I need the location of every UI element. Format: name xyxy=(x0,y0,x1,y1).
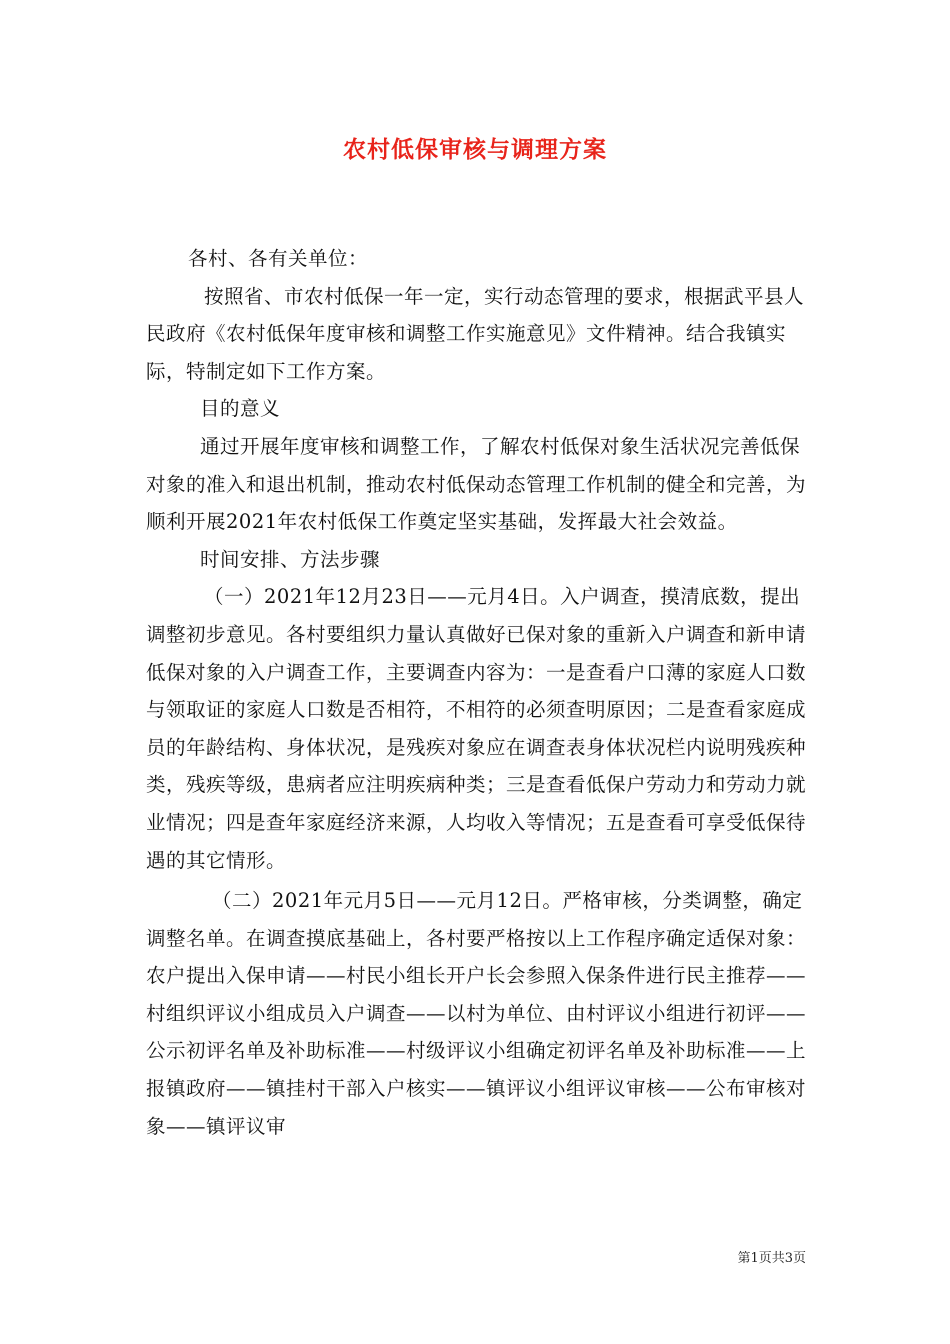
document-title: 农村低保审核与调理方案 xyxy=(343,136,607,163)
section-heading-purpose: 目的意义 xyxy=(200,397,281,421)
paragraph-purpose: 通过开展年度审核和调整工作，了解农村低保对象生活状况完善低保对象的准入和退出机制，推动农村低保动态管理工作机制的健全和完善，为顺利开展2021年农村低保工作奠定坚实基础，发挥最大社会效益。 xyxy=(146,434,807,534)
paragraph-step-2: （二）2021年元月5日——元月12日。严格审核，分类调整，确定调整名单。在调查摸底基础上，各村要严格按以上工作程序确定适保对象：农户提出入保申请——村民小组长开户长会参照入保条件进行民主推荐——村组织评议小组成员入户调查——以村为单位、由村评议小组进行初评——公示初评名单及补助标准——村级评议小组确定初评名单及补助标准——上报镇政府——镇挂村干部入户核实——镇评议小组评议审核——公布审核对象——镇评议审 xyxy=(146,889,807,1138)
paragraph-step-1: （一）2021年12月23日——元月4日。入户调查，摸清底数，提出调整初步意见。各村要组织力量认真做好已保对象的重新入户调查和新申请低保对象的入户调查工作，主要调查内容为：一是查看户口薄的家庭人口数与领取证的家庭人口数是否相符，不相符的必须查明原因；二是查看家庭成员的年龄结构、身体状况，是残疾对象应在调查表身体状况栏内说明残疾种类，残疾等级，患病者应注明疾病种类；三是查看低保户劳动力和劳动力就业情况；四是查年家庭经济来源，人均收入等情况；五是查看可享受低保待遇的其它情形。 xyxy=(146,585,807,872)
document-body xyxy=(146,240,806,1145)
page-number: 第1页共3页 xyxy=(737,1251,806,1266)
section-heading-schedule: 时间安排、方法步骤 xyxy=(200,547,381,571)
paragraph-intro: 按照省、市农村低保一年一定，实行动态管理的要求，根据武平县人民政府《农村低保年度审核和调整工作实施意见》文件精神。结合我镇实际，特制定如下工作方案。 xyxy=(146,284,805,383)
salutation: 各村、各有关单位： xyxy=(188,247,369,270)
